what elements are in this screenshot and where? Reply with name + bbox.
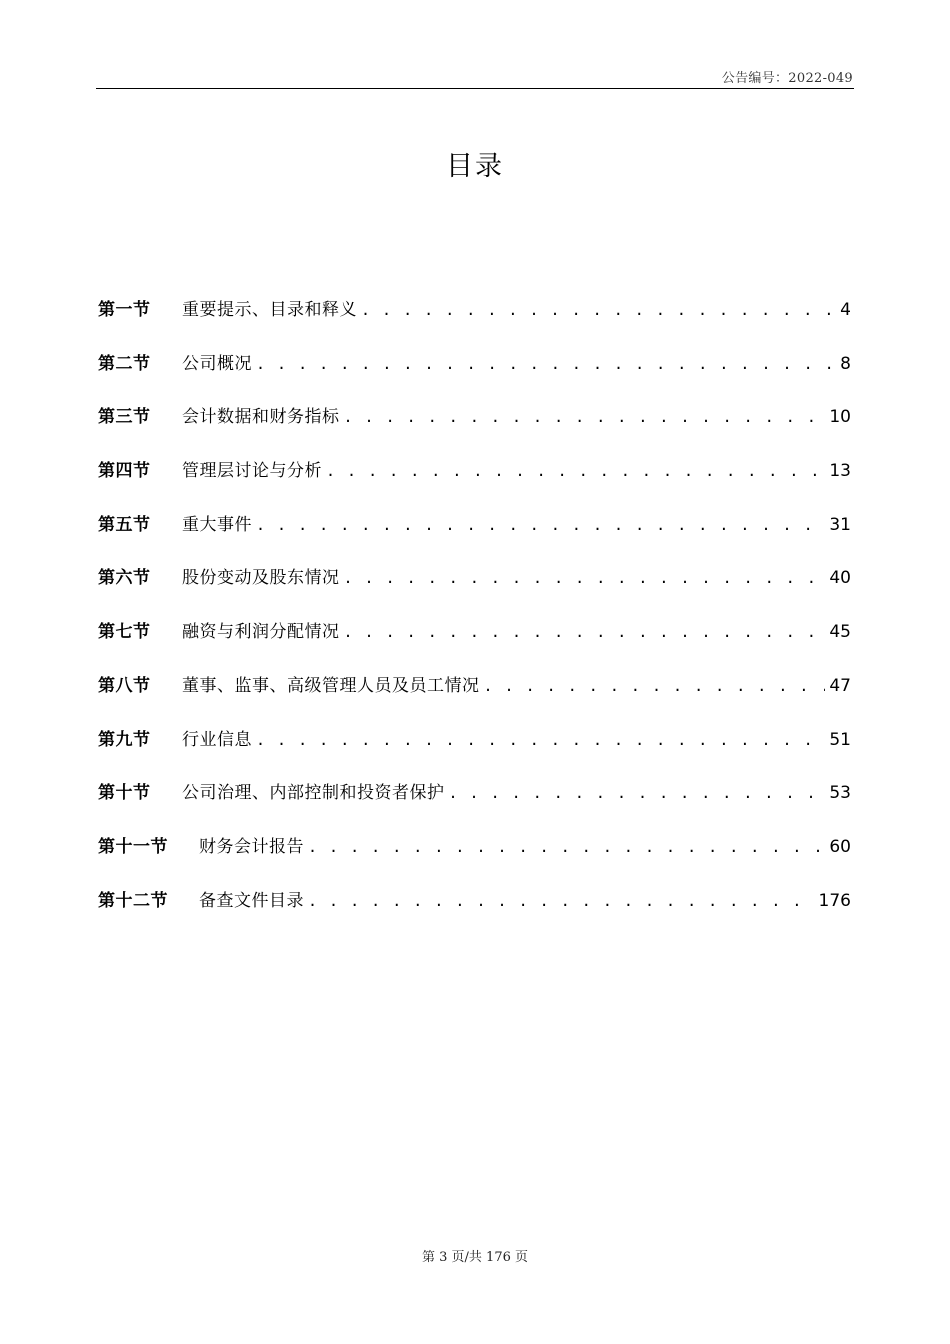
announcement-code: 公告编号：2022-049 xyxy=(721,71,853,86)
toc-dot-leader xyxy=(344,569,826,587)
toc-dot-leader xyxy=(326,462,825,480)
toc-page-number: 176 xyxy=(818,890,851,911)
toc-dot-leader xyxy=(256,516,825,534)
page-indicator: 第 3 页/共 176 页 xyxy=(422,1250,528,1265)
toc-dot-leader xyxy=(344,408,826,426)
toc-entry-4[interactable] xyxy=(98,456,851,510)
toc-section-title: 董事、监事、高级管理人员及员工情况 xyxy=(182,675,480,696)
toc-entry-1[interactable] xyxy=(98,295,851,349)
toc-page-number: 40 xyxy=(829,568,851,589)
toc-section-number: 第九节 xyxy=(98,729,151,750)
toc-section-number: 第十节 xyxy=(98,783,151,804)
toc-entry-8[interactable] xyxy=(98,671,851,725)
toc-page-number: 51 xyxy=(829,729,851,750)
toc-dot-leader xyxy=(256,731,825,749)
table-of-contents xyxy=(98,295,851,939)
toc-section-title: 公司治理、内部控制和投资者保护 xyxy=(182,783,445,804)
toc-section-number: 第三节 xyxy=(98,407,151,428)
toc-section-title: 管理层讨论与分析 xyxy=(182,461,322,482)
toc-dot-leader xyxy=(449,784,826,802)
toc-page-number: 13 xyxy=(829,461,851,482)
toc-section-number: 第六节 xyxy=(98,568,151,589)
toc-dot-leader xyxy=(256,355,836,373)
toc-page-number: 10 xyxy=(829,407,851,428)
toc-entry-9[interactable] xyxy=(98,725,851,779)
toc-section-title: 公司概况 xyxy=(182,353,252,374)
toc-dot-leader xyxy=(361,301,836,319)
toc-entry-11[interactable] xyxy=(98,832,851,886)
toc-section-title: 股份变动及股东情况 xyxy=(182,568,340,589)
toc-section-number: 第五节 xyxy=(98,514,151,535)
toc-page-number: 4 xyxy=(840,300,851,320)
toc-page-number: 53 xyxy=(829,783,851,804)
toc-dot-leader xyxy=(344,623,826,641)
toc-dot-leader xyxy=(484,677,826,695)
toc-entry-12[interactable] xyxy=(98,886,851,940)
toc-section-number: 第八节 xyxy=(98,675,151,696)
toc-section-title: 行业信息 xyxy=(182,729,252,750)
toc-page-number: 8 xyxy=(840,353,851,374)
toc-section-number: 第二节 xyxy=(98,353,151,374)
toc-dot-leader xyxy=(308,838,825,856)
toc-entry-7[interactable] xyxy=(98,617,851,671)
toc-page-number: 60 xyxy=(829,836,851,857)
toc-section-title: 重大事件 xyxy=(182,514,252,535)
toc-entry-2[interactable] xyxy=(98,349,851,403)
toc-dot-leader xyxy=(308,892,815,910)
toc-section-title: 会计数据和财务指标 xyxy=(182,407,340,428)
header-divider xyxy=(96,88,854,89)
toc-entry-10[interactable] xyxy=(98,778,851,832)
toc-page-number: 47 xyxy=(829,675,851,696)
toc-page-number: 31 xyxy=(829,514,851,535)
toc-section-title: 备查文件目录 xyxy=(199,890,304,911)
toc-section-number: 第七节 xyxy=(98,622,151,643)
toc-section-title: 重要提示、目录和释义 xyxy=(182,300,357,320)
toc-entry-3[interactable] xyxy=(98,402,851,456)
toc-page-number: 45 xyxy=(829,622,851,643)
toc-section-title: 融资与利润分配情况 xyxy=(182,622,340,643)
page-title: 目录 xyxy=(446,151,504,182)
toc-section-number: 第一节 xyxy=(98,300,151,320)
toc-section-number: 第四节 xyxy=(98,461,151,482)
toc-section-title: 财务会计报告 xyxy=(199,836,304,857)
toc-entry-6[interactable] xyxy=(98,563,851,617)
toc-section-number: 第十二节 xyxy=(98,890,168,911)
toc-section-number: 第十一节 xyxy=(98,836,168,857)
toc-entry-5[interactable] xyxy=(98,510,851,564)
